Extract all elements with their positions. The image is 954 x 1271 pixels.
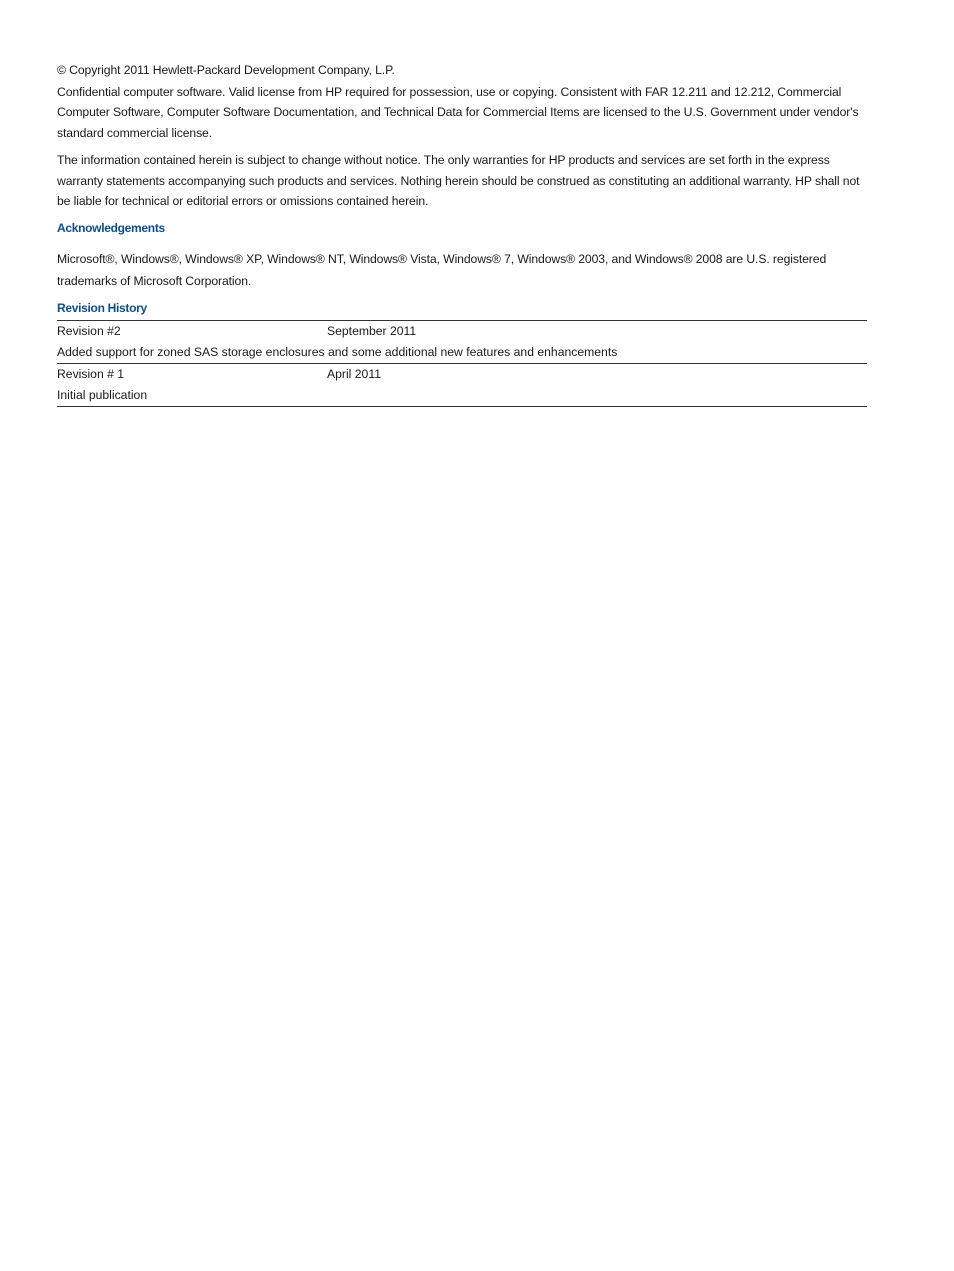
revision-date: September 2011 xyxy=(327,323,417,338)
document-page xyxy=(57,60,867,407)
revision-history-heading: Revision History xyxy=(57,300,147,315)
revision-entry xyxy=(57,364,867,407)
revision-number: Revision # 1 xyxy=(57,366,125,381)
copyright-notice: © Copyright 2011 Hewlett-Packard Development Company, L.P. xyxy=(57,63,395,77)
revision-history-table xyxy=(57,320,867,407)
warranty-notice: The information contained herein is subject to change without notice. The only warranties for HP products and services are set forth in the express warranty statements accompanying such products and services. Nothing herein should be construed as constituting an additional warranty. HP shall not be liable for technical or editorial errors or omissions contained herein. xyxy=(57,153,860,208)
acknowledgements-heading: Acknowledgements xyxy=(57,220,165,235)
revision-entry-header xyxy=(57,364,867,385)
confidential-notice: Confidential computer software. Valid license from HP required for possession, use or copying. Consistent with FAR 12.211 and 12.212, Commercial Computer Software, Computer Software Documentation, and Technical Data for Commercial Items are licensed to the U.S. Government under vendor's standard commercial license. xyxy=(57,84,859,140)
revision-date: April 2011 xyxy=(327,366,381,381)
revision-entry-header xyxy=(57,321,867,342)
acknowledgements-text: Microsoft®, Windows®, Windows® XP, Windows® NT, Windows® Vista, Windows® 7, Windows® 2003, and Windows® 2008 are U.S. registered trademarks of Microsoft Corporation. xyxy=(57,251,827,288)
revision-description: Added support for zoned SAS storage enclosures and some additional new features and enhancements xyxy=(57,344,618,359)
revision-description: Initial publication xyxy=(57,387,148,402)
revision-number: Revision #2 xyxy=(57,323,121,338)
revision-entry xyxy=(57,321,867,364)
